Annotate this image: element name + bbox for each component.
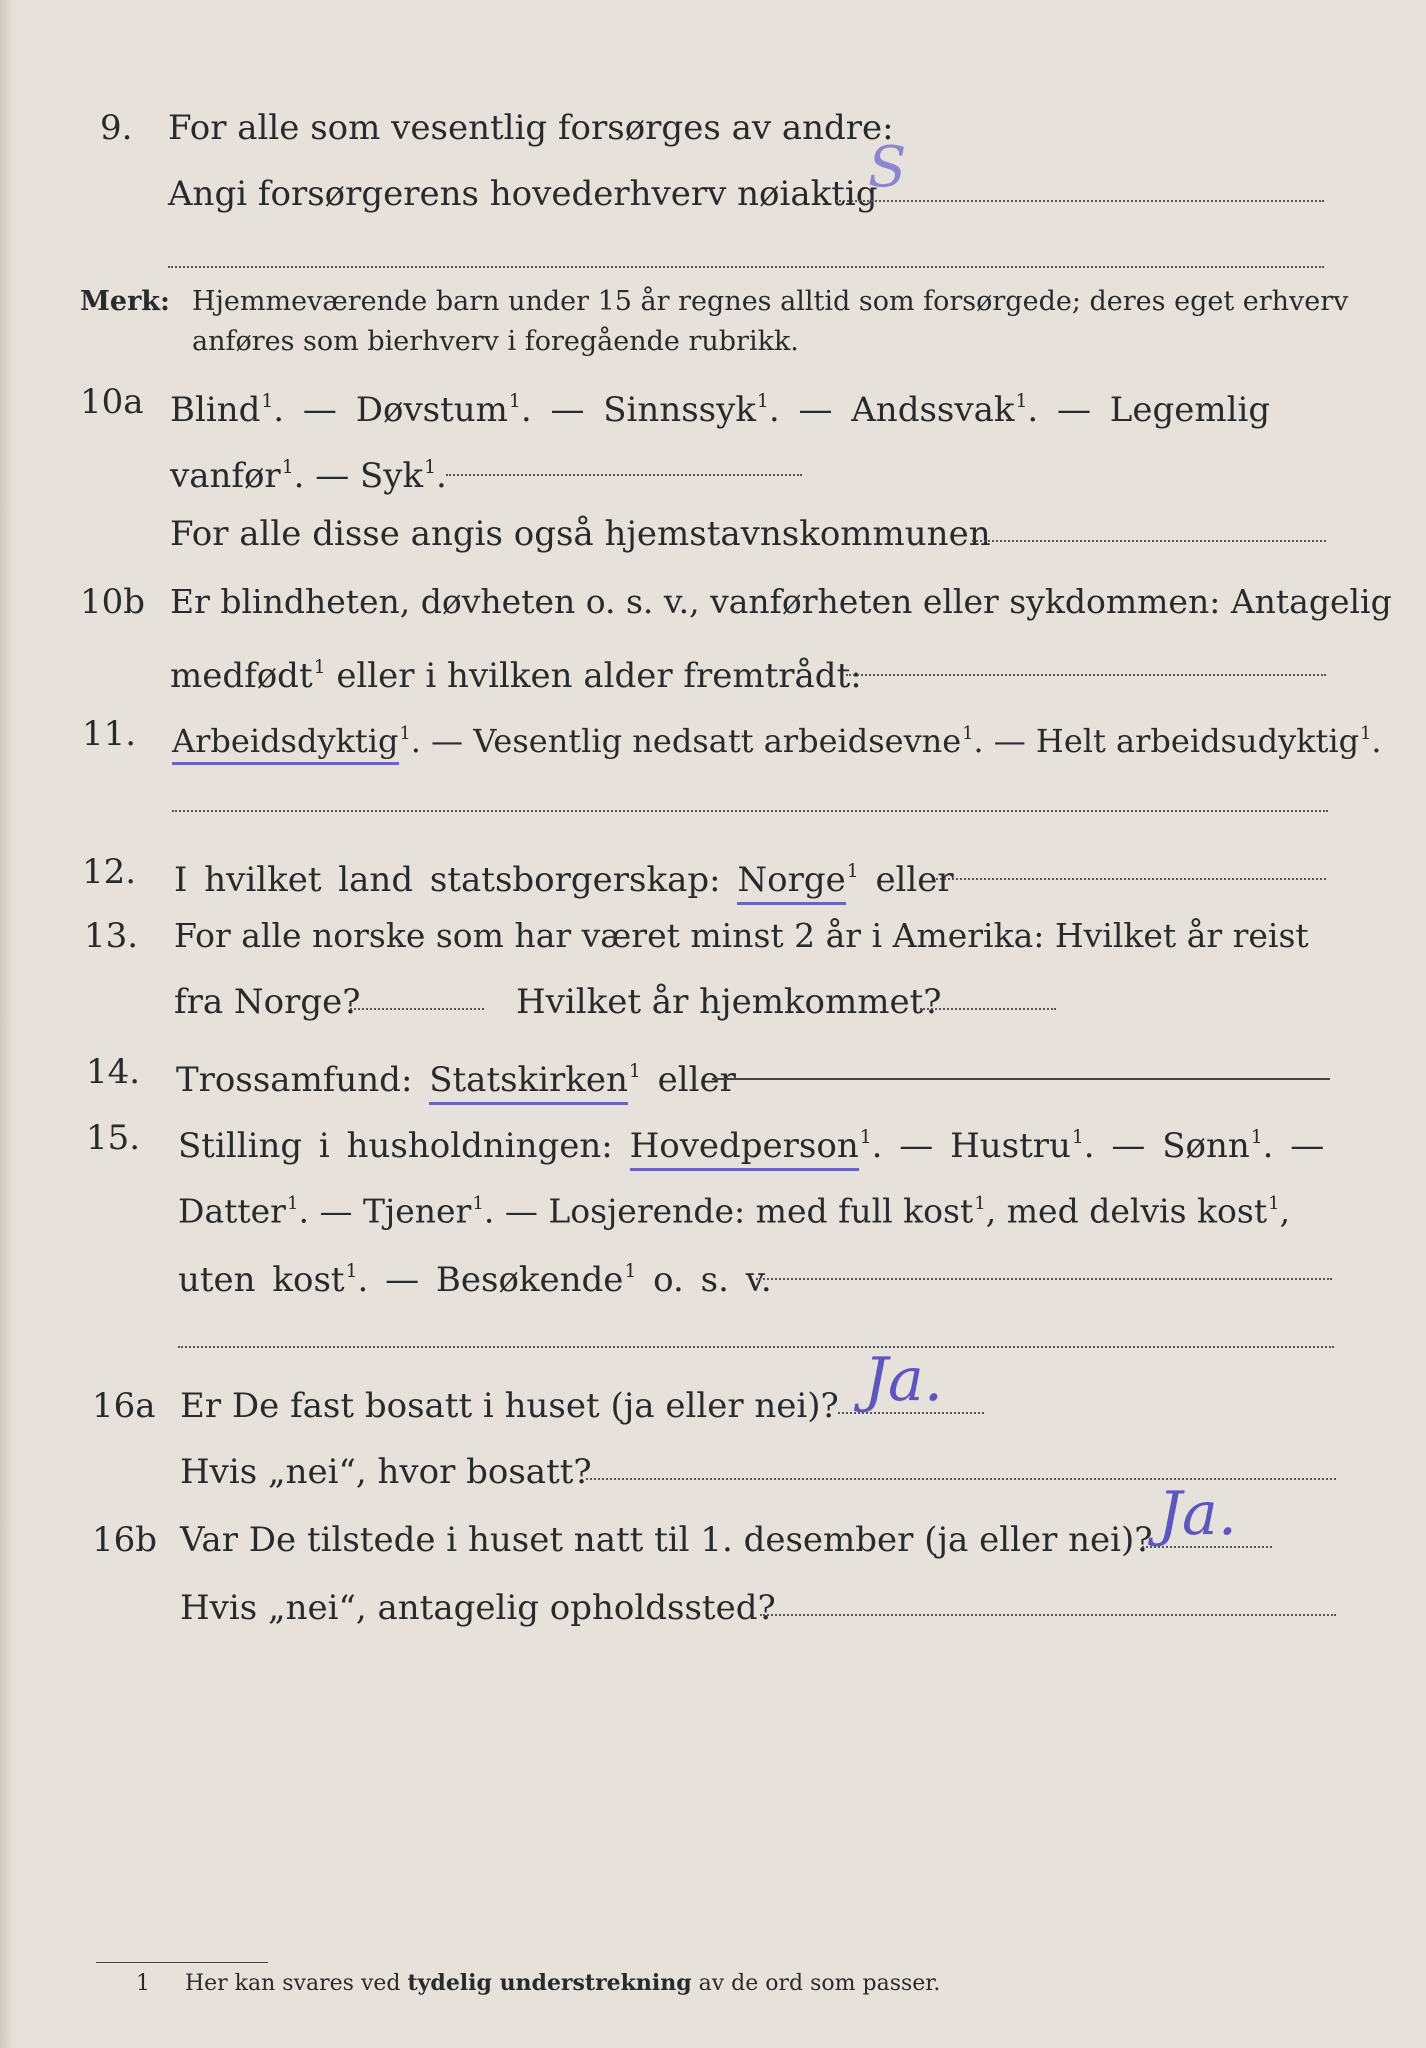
option-syk[interactable]: Syk xyxy=(360,456,424,497)
footnote: 1 Her kan svares ved tydelig understrekning av de ord som passer. xyxy=(136,1970,941,1996)
q15-answer-line[interactable] xyxy=(756,1278,1332,1280)
q16b-number: 16b xyxy=(92,1520,158,1560)
merk-line-2: anføres som bierhverv i foregående rubrikk. xyxy=(192,326,799,357)
q14-answer-line[interactable] xyxy=(712,1078,1330,1080)
q13-number: 13. xyxy=(84,916,139,956)
q12-number: 12. xyxy=(82,852,137,892)
option-besokende[interactable]: — Besøkende xyxy=(385,1260,624,1301)
q10a-line-3: For alle disse angis også hjemstavnskommunen xyxy=(170,514,991,554)
q12-answer-line[interactable] xyxy=(936,878,1326,880)
option-hustru[interactable]: — Hustru xyxy=(899,1126,1071,1167)
q16b-answer: Ja. xyxy=(1158,1479,1237,1549)
q10a-line-1: Blind$^1$. — Døvstum$^1$. — Sinnssyk$^1$. — Andssvak$^1$. — Legemlig xyxy=(170,390,1271,431)
option-vesentlig[interactable]: — Vesentlig nedsatt arbeidsevne xyxy=(431,722,962,761)
q10b-line-2: medfødt$^1$ eller i hvilken alder fremtrådt: xyxy=(170,656,862,697)
option-dovstum[interactable]: Døvstum xyxy=(355,390,508,431)
q16b-question: Var De tilstede i huset natt til 1. desember (ja eller nei)? xyxy=(180,1520,1153,1560)
page-edge xyxy=(0,0,14,2048)
q9-instruction: Angi forsørgerens hovederhverv nøiaktig xyxy=(168,174,878,214)
option-tjener[interactable]: — Tjener xyxy=(319,1191,472,1231)
option-sonn[interactable]: — Sønn xyxy=(1111,1126,1250,1167)
option-andssvak[interactable]: Andssvak xyxy=(851,390,1015,431)
q9-answer-mark: S xyxy=(868,135,907,200)
q13-hjem-label: Hvilket år hjemkommet? xyxy=(516,982,942,1022)
q15-number: 15. xyxy=(86,1118,141,1158)
q16a-question: Er De fast bosatt i huset (ja eller nei)? xyxy=(180,1386,839,1426)
option-sinnssyk[interactable]: Sinnssyk xyxy=(603,390,756,431)
footnote-mark: 1 xyxy=(136,1971,150,1996)
option-norge[interactable]: Norge xyxy=(737,860,845,905)
q15-line-1: Stilling i husholdningen: Hovedperson$^1$. — Hustru$^1$. — Sønn$^1$. — xyxy=(178,1116,1324,1168)
q16b-followup: Hvis „nei“, antagelig opholdssted? xyxy=(180,1588,776,1628)
option-helt[interactable]: — Helt arbeidsudyktig xyxy=(993,722,1360,761)
q11-answer-line[interactable] xyxy=(172,810,1328,812)
q9-answer-line[interactable] xyxy=(836,200,1324,202)
q15-line-2: Datter$^1$. — Tjener$^1$. — Losjerende: med full kost$^1$, med delvis kost$^1$, xyxy=(178,1191,1291,1231)
q9-number: 9. xyxy=(100,108,133,148)
q12-line: I hvilket land statsborgerskap: Norge$^1$ eller xyxy=(174,850,954,902)
q10a-line-2: vanfør$^1$. — Syk$^1$. xyxy=(170,456,447,497)
option-legemlig[interactable]: Legemlig xyxy=(1109,390,1271,431)
q15-line-3: uten kost$^1$. — Besøkende$^1$ o. s. v. xyxy=(178,1260,772,1301)
q13-fra-line[interactable] xyxy=(350,1008,484,1010)
q14-line: Trossamfund: Statskirken$^1$ eller xyxy=(176,1050,736,1102)
q10b-answer-line[interactable] xyxy=(846,674,1326,676)
q13-fra-label: fra Norge? xyxy=(174,982,361,1022)
q16a-followup: Hvis „nei“, hvor bosatt? xyxy=(180,1452,592,1492)
q10a-kommune-line[interactable] xyxy=(972,540,1326,542)
q9-answer-line-2[interactable] xyxy=(168,266,1324,268)
q16a-number: 16a xyxy=(92,1386,156,1426)
q10b-number: 10b xyxy=(80,582,146,622)
q13-hjem-line[interactable] xyxy=(920,1008,1056,1010)
option-vanfor[interactable]: vanfør xyxy=(170,456,281,497)
q16a-answer: Ja. xyxy=(864,1345,943,1415)
q16b-followup-line[interactable] xyxy=(760,1614,1336,1616)
q10a-number: 10a xyxy=(80,382,144,422)
q9-question: For alle som vesentlig forsørges av andre: xyxy=(168,108,894,148)
q11-number: 11. xyxy=(82,714,137,754)
option-statskirken[interactable]: Statskirken xyxy=(429,1060,628,1105)
option-medfodt[interactable]: medfødt xyxy=(170,656,313,697)
option-uten[interactable]: uten kost xyxy=(178,1260,345,1301)
q14-number: 14. xyxy=(86,1052,141,1092)
q15-answer-line-2[interactable] xyxy=(178,1346,1334,1348)
q10a-syk-line[interactable] xyxy=(446,474,802,476)
q11-line: Arbeidsdyktig$^1$. — Vesentlig nedsatt arbeidsevne$^1$. — Helt arbeidsudyktig$^1$. xyxy=(172,712,1381,763)
footnote-rule xyxy=(96,1962,268,1963)
option-hovedperson[interactable]: Hovedperson xyxy=(630,1126,859,1171)
option-arbeidsdyktig[interactable]: Arbeidsdyktig xyxy=(172,722,399,765)
merk-label: Merk: xyxy=(80,286,170,317)
q10b-line-1: Er blindheten, døvheten o. s. v., vanførheten eller sykdommen: Antagelig xyxy=(170,582,1392,621)
q13-line-1: For alle norske som har været minst 2 år i Amerika: Hvilket år reist xyxy=(174,916,1309,955)
option-datter[interactable]: Datter xyxy=(178,1191,286,1231)
merk-line-1: Hjemmeværende barn under 15 år regnes alltid som forsørgede; deres eget erhverv xyxy=(192,286,1349,317)
option-blind[interactable]: Blind xyxy=(170,390,261,431)
option-fullkost[interactable]: med full kost xyxy=(755,1191,974,1231)
option-delvis[interactable]: med delvis kost xyxy=(1006,1191,1268,1231)
